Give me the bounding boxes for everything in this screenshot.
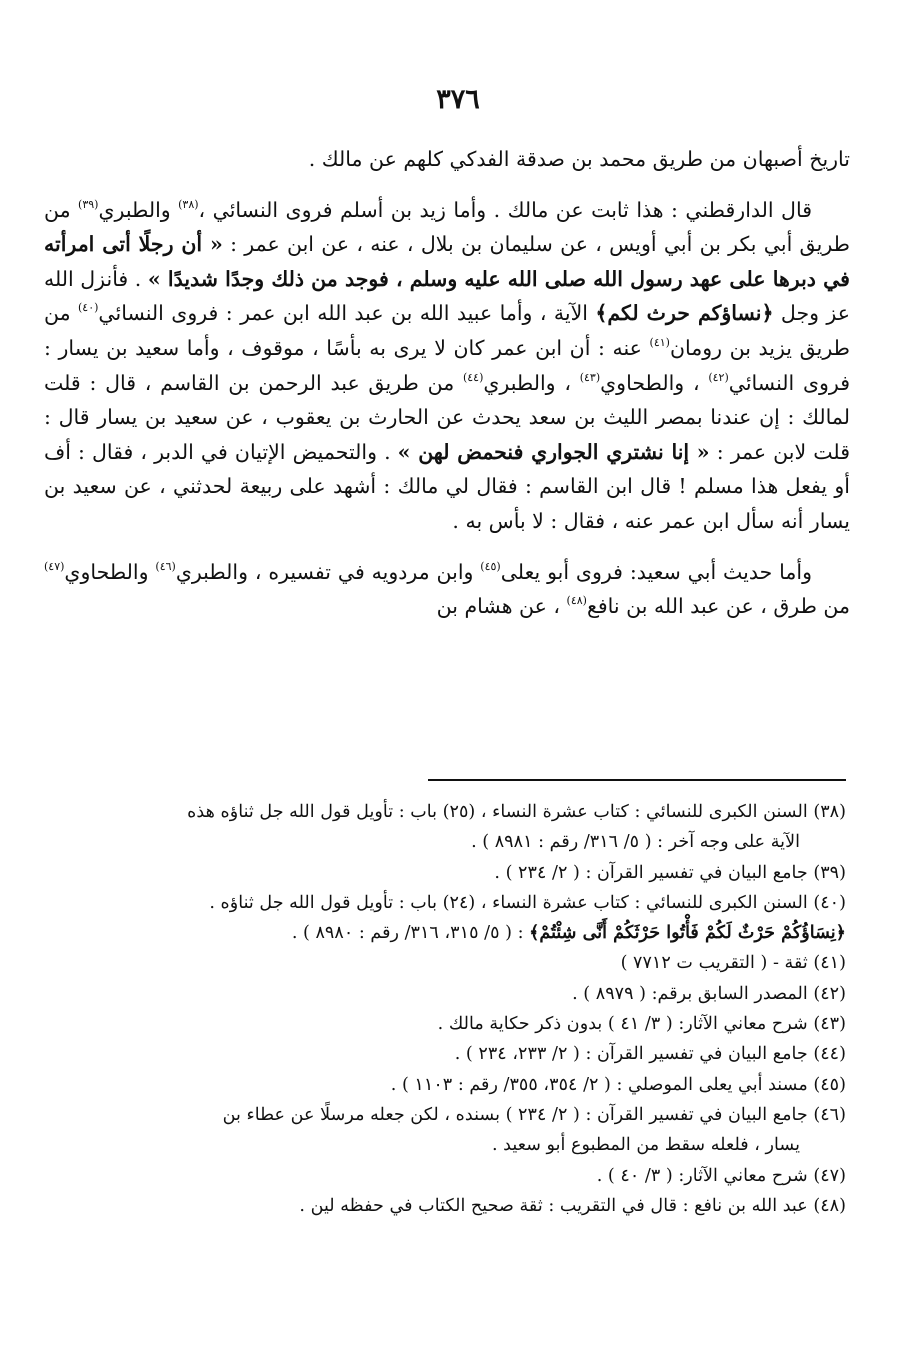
footnote-ref-39[interactable]: (٣٩) bbox=[78, 197, 99, 211]
footnote-40: (٤٠) السنن الكبرى للنسائي : كتاب عشرة النساء ، (٢٤) باب : تأويل قول الله جل ثناؤه . ﴿نِسَاؤُكُمْ حَرْثٌ لَكُمْ فَأْتُوا حَرْثَكُمْ أَنَّى شِئْتُمْ﴾ : ( ٥/ ٣١٥، ٣١٦/ رقم : ٨٩٨٠ ) . bbox=[209, 892, 846, 944]
paragraph-2: قال الدارقطني : هذا ثابت عن مالك . وأما زيد بن أسلم فروى النسائي ،$^{(٣٨)}$ والطبري$^{(٣٩)}$ من طريق أبي بكر بن أبي أويس ، عن سليمان بن بلال ، عنه ، عن ابن عمر : « أن رجلًا أتى امرأته في دبرها على عهد رسول الله صلى الله عليه وسلم ، فوجد من ذلك وجدًا شديدًا » . فأنزل الله عز وجل ﴿نساؤكم حرث لكم﴾ الآية ، وأما عبيد الله بن عبد الله ابن عمر : فروى النسائي$^{(٤٠)}$ من طريق يزيد بن رومان$^{(٤١)}$ عنه : أن ابن عمر كان لا يرى به بأسًا ، موقوف ، وأما سعيد بن يسار : فروى النسائي$^{(٤٢)}$ ، والطحاوي$^{(٤٣)}$ ، والطبري$^{(٤٤)}$ من طريق عبد الرحمن بن القاسم ، قال : قلت لمالك : إن عندنا بمصر الليث بن سعد يحدث عن الحارث بن يعقوب ، عن سعيد بن يسار قال : قلت لابن عمر : « إنا نشتري الجواري فنحمض لهن » . والتحميض الإتيان في الدبر ، فقال : أف أو يفعل هذا مسلم ! قال ابن القاسم : فقال لي مالك : أشهد على ربيعة لحدثني ، عن سعيد بن يسار أنه سأل ابن عمر عنه ، فقال : لا بأس به . bbox=[44, 197, 851, 533]
footnote-ref-43[interactable]: (٤٣) bbox=[579, 370, 601, 384]
footnote-ref-41[interactable]: (٤١) bbox=[649, 335, 670, 349]
footnote-44: (٤٤) جامع البيان في تفسير القرآن : ( ٢/ ٢٣٣، ٢٣٤ ) . bbox=[454, 1044, 846, 1065]
paragraph-1: تاريخ أصبهان من طريق محمد بن صدقة الفدكي كلهم عن مالك . bbox=[308, 147, 850, 171]
footnote-ref-48[interactable]: (٤٨) bbox=[566, 594, 587, 608]
quran-verse-footnote: ﴿نِسَاؤُكُمْ حَرْثٌ لَكُمْ فَأْتُوا حَرْثَكُمْ أَنَّى شِئْتُمْ﴾ bbox=[529, 922, 846, 944]
footnote-48: (٤٨) عبد الله بن نافع : قال في التقريب : ثقة صحيح الكتاب في حفظه لين . bbox=[299, 1195, 846, 1216]
footnote-46: (٤٦) جامع البيان في تفسير القرآن : ( ٢/ ٢٣٤ ) بسنده ، لكن جعله مرسلًا عن عطاء بن يسار ، فلعله سقط من المطبوع أبو سعيد . bbox=[222, 1104, 846, 1156]
footnote-45: (٤٥) مسند أبي يعلى الموصلي : ( ٢/ ٣٥٤، ٣٥٥/ رقم : ١١٠٣ ) . bbox=[390, 1074, 846, 1095]
footnote-43: (٤٣) شرح معاني الآثار: ( ٣/ ٤١ ) بدون ذكر حكاية مالك . bbox=[437, 1014, 846, 1035]
footnote-38: (٣٨) السنن الكبرى للنسائي : كتاب عشرة النساء ، (٢٥) باب : تأويل قول الله جل ثناؤه هذه الآية على وجه آخر : ( ٥/ ٣١٦/ رقم : ٨٩٨١ ) . bbox=[187, 802, 846, 853]
page-number: ٣٧٦ bbox=[436, 84, 480, 115]
footnote-42: (٤٢) المصدر السابق برقم: ( ٨٩٧٩ ) . bbox=[572, 983, 846, 1004]
athar-quote: « إنا نشتري الجواري فنحمض لهن » bbox=[397, 439, 710, 464]
footnote-ref-42[interactable]: (٤٢) bbox=[708, 370, 729, 384]
footnote-47: (٤٧) شرح معاني الآثار: ( ٣/ ٤٠ ) . bbox=[596, 1165, 846, 1186]
hadith-quote: « أن رجلًا أتى امرأته في دبرها على عهد رسول الله صلى الله عليه وسلم ، فوجد من ذلك وجدًا شديدًا » bbox=[44, 232, 850, 291]
footnote-separator bbox=[428, 779, 846, 781]
main-text bbox=[44, 142, 850, 624]
footnote-ref-46[interactable]: (٤٦) bbox=[155, 559, 176, 573]
footnote-ref-47[interactable]: (٤٧) bbox=[44, 559, 65, 573]
footnotes bbox=[48, 797, 846, 1221]
footnote-ref-44[interactable]: (٤٤) bbox=[462, 370, 484, 384]
footnote-39: (٣٩) جامع البيان في تفسير القرآن : ( ٢/ ٢٣٤ ) . bbox=[494, 862, 846, 883]
footnote-ref-38[interactable]: (٣٨) bbox=[178, 197, 199, 211]
footnote-ref-40[interactable]: (٤٠) bbox=[78, 301, 99, 315]
quran-verse: ﴿نساؤكم حرث لكم﴾ bbox=[595, 301, 774, 326]
paragraph-3: وأما حديث أبي سعيد: فروى أبو يعلى$^{(٤٥)}$ وابن مردويه في تفسيره ، والطبري$^{(٤٦)}$ والطحاوي$^{(٤٧)}$ من طرق ، عن عبد الله بن نافع$^{(٤٨)}$ ، عن هشام بن bbox=[44, 559, 850, 619]
footnote-ref-45[interactable]: (٤٥) bbox=[480, 559, 501, 573]
footnote-41: (٤١) ثقة - ( التقريب ت ٧٧١٢ ) bbox=[620, 953, 846, 974]
